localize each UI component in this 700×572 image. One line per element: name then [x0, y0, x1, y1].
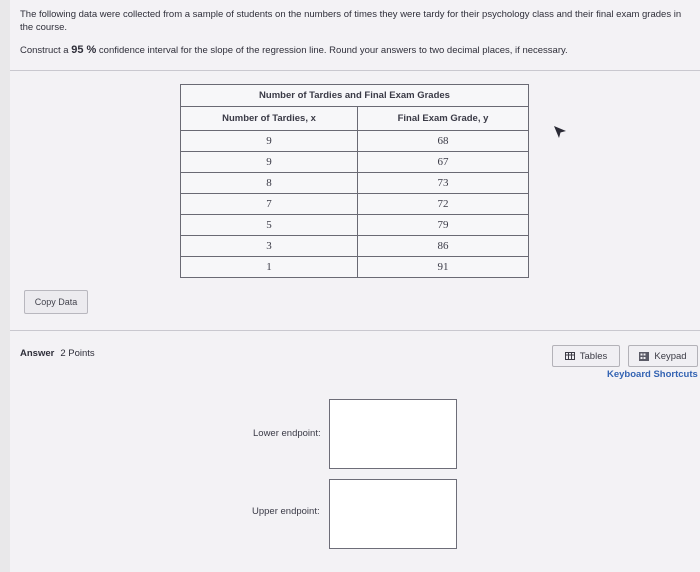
answer-label: Answer — [20, 348, 55, 359]
cell-y: 73 — [358, 173, 529, 194]
answer-header — [20, 348, 95, 359]
cell-x: 8 — [181, 173, 358, 194]
cell-y: 72 — [358, 194, 529, 215]
instruction-pre: Construct a — [20, 45, 72, 56]
data-table — [180, 84, 529, 278]
tables-button[interactable] — [552, 345, 620, 367]
tables-label: Tables — [579, 350, 608, 362]
table-row — [181, 194, 529, 215]
keypad-label: Keypad — [654, 350, 687, 362]
confidence-level: 95 % — [71, 44, 97, 56]
section-divider — [10, 330, 700, 331]
question-instruction — [20, 44, 685, 57]
cell-x: 5 — [181, 215, 358, 236]
header-divider — [10, 70, 700, 71]
table-row — [181, 152, 529, 173]
answer-points: 2 Points — [60, 348, 95, 359]
cell-y: 91 — [358, 257, 529, 278]
cell-x: 7 — [181, 194, 358, 215]
mouse-pointer-icon — [553, 125, 567, 139]
copy-data-button[interactable]: Copy Data — [24, 290, 88, 314]
table-row — [181, 236, 529, 257]
table-row — [181, 131, 529, 152]
upper-endpoint-label: Upper endpoint: — [252, 506, 320, 517]
upper-endpoint-input[interactable] — [329, 479, 457, 549]
table-row — [181, 173, 529, 194]
cell-y: 67 — [358, 152, 529, 173]
cell-x: 9 — [181, 131, 358, 152]
table-title: Number of Tardies and Final Exam Grades — [181, 85, 529, 107]
instruction-post: confidence interval for the slope of the regression line. Round your answers to two decimal places, if necessary. — [96, 45, 568, 56]
column-header-y: Final Exam Grade, y — [358, 107, 529, 131]
cell-y: 68 — [358, 131, 529, 152]
question-text — [20, 8, 685, 57]
keypad-icon — [639, 352, 649, 361]
column-header-x: Number of Tardies, x — [181, 107, 358, 131]
keyboard-shortcuts-link[interactable]: Keyboard Shortcuts — [607, 369, 698, 380]
lower-endpoint-label: Lower endpoint: — [253, 428, 321, 439]
cell-x: 3 — [181, 236, 358, 257]
question-intro: The following data were collected from a sample of students on the numbers of times they were tardy for their psychology class and their final exam grades in the course. — [20, 9, 682, 33]
table-grid-icon — [565, 352, 575, 360]
cell-x: 1 — [181, 257, 358, 278]
lower-endpoint-input[interactable] — [329, 399, 457, 469]
cell-y: 86 — [358, 236, 529, 257]
cell-x: 9 — [181, 152, 358, 173]
table-row — [181, 257, 529, 278]
table-row — [181, 215, 529, 236]
cell-y: 79 — [358, 215, 529, 236]
keypad-button[interactable] — [628, 345, 698, 367]
